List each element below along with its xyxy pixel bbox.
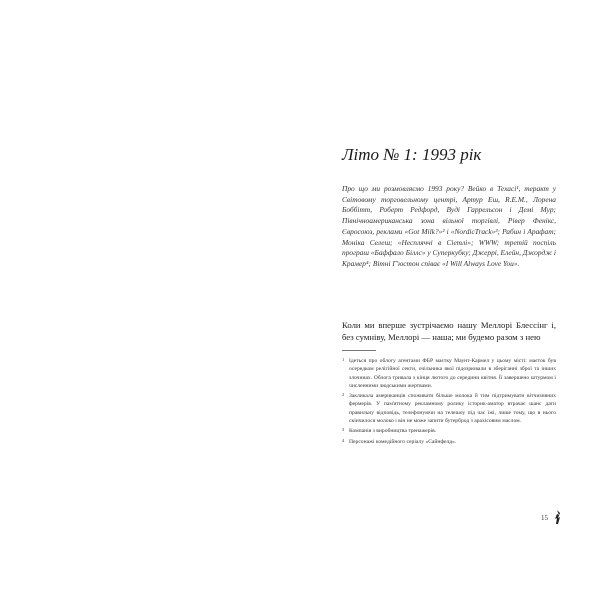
- footnote: [342, 392, 556, 425]
- publisher-logo-icon: [552, 510, 562, 524]
- footnote-text: Закликала американців споживати більше молока й тим підтримувати вітчизняних фермерів. У пам'ятному рекламному ролику історик-аматор втрачає шанс дати правильну відповідь, телефонуючи на телешоу під час їжі, лише тому, що в нього скінчилося молоко і він не може запити бутерброд з арахісовим маслом.: [349, 393, 556, 425]
- footnote-number: 1: [342, 357, 345, 362]
- footnote-number: 2: [342, 392, 345, 398]
- footnote-text: Персонажі комедійного серіалу «Сайнфелд».: [349, 438, 457, 445]
- chapter-title: Літо № 1: 1993 рік: [342, 145, 482, 164]
- footnote-number: 3: [342, 427, 345, 433]
- page-number: 15: [541, 514, 548, 522]
- footnote: [342, 357, 556, 390]
- footnote: [342, 438, 556, 446]
- footnotes: [342, 357, 556, 448]
- body-paragraph: Коли ми вперше зустрічаємо нашу Меллорі Блессінг і, без сумніву, Меллорі — наша; ми будемо разом з нею: [342, 320, 556, 342]
- footnote: [342, 427, 556, 435]
- footnote-text: Компанія з виробництва тренажерів.: [349, 428, 437, 435]
- intro-paragraph: Про що ми розмовляємо 1993 року? Вейко в Техасі¹, теракт у Світовому торговельному центрі, Артур Еш, R.E.M., Лорена Боббітт, Роберт Редфорд, Вуді Гаррельсон і Демі Мур; Північноамериканська зона вільної торгівлі, Рівер Фенікс, Євросоюз, реклами «Got Milk?»² і «NordicTrack»³; Рабин і Арафат; Моніка Селеш; «Неспляччі в Сіетлі»; WWW; третій поспіль програш «Баффало Біллс» у Суперкубку; Джеррі, Елейн, Джордж і Крамер⁴; Вітні Г'юстон співає «I Will Always Love You».: [342, 184, 556, 268]
- footnote-text: Ідеться про облогу агентами ФБР маєтку Маунт-Кармел у цьому місті: маєток був осередком релігійної секти, очільника якої підозрювали в зберіганні зброї та інших злочинах. Облога тривала з кінця лютого до середини квітня. Її завершено штурмом і численними людськими жертвами.: [349, 358, 556, 389]
- footnote-divider: [342, 350, 376, 351]
- footnote-number: 4: [342, 437, 345, 443]
